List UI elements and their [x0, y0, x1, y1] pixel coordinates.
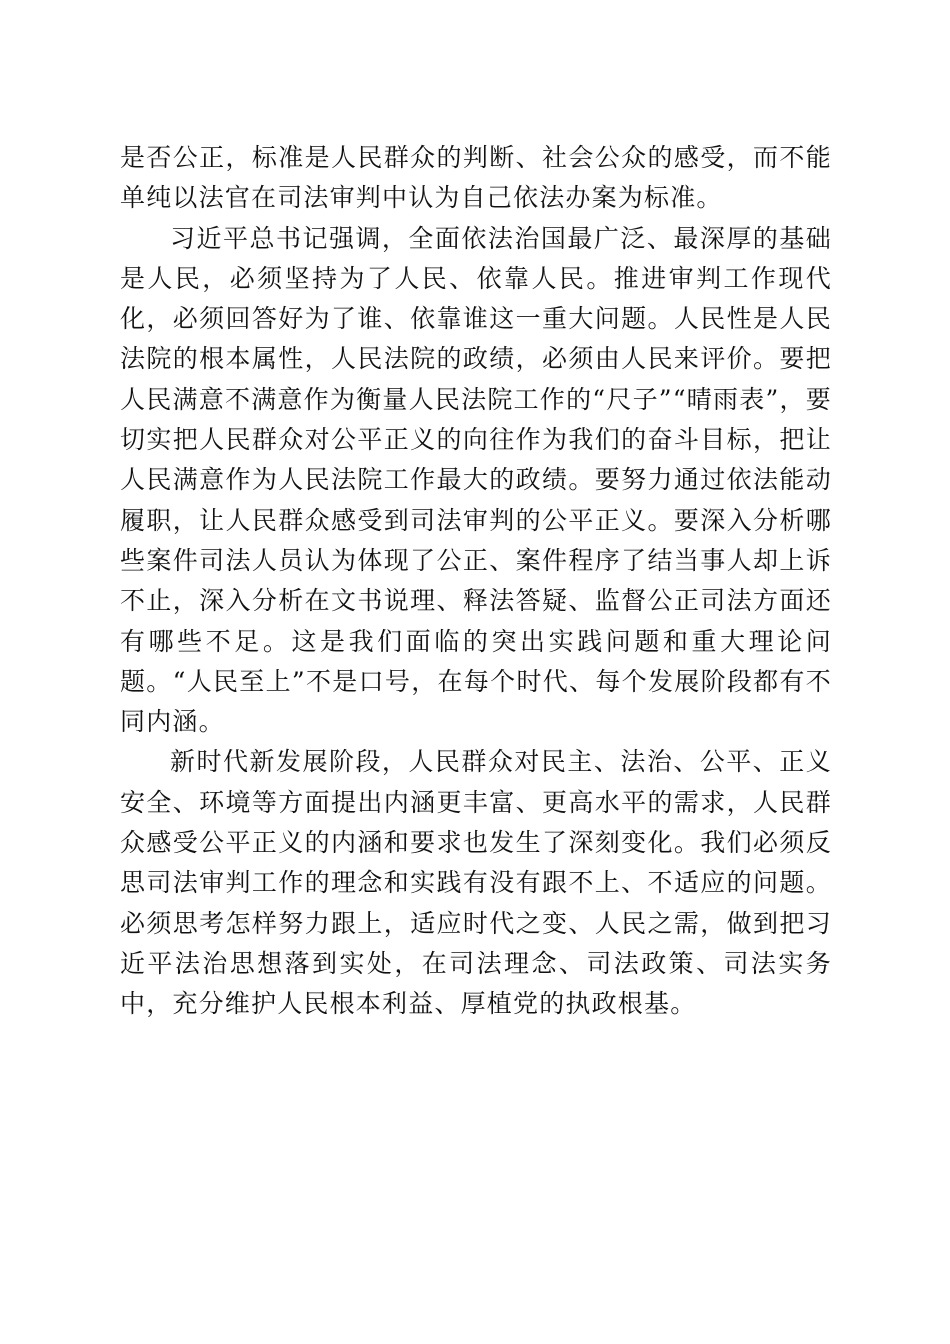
paragraph-new-era: 新时代新发展阶段，人民群众对民主、法治、公平、正义安全、环境等方面提出内涵更丰富、更高水平的需求，人民群众感受公平正义的内涵和要求也发生了深刻变化。我们必须反思司法审判工作的理念和实践有没有跟不上、不适应的问题。必须思考怎样努力跟上，适应时代之变、人民之需，做到把习近平法治思想落到实处，在司法理念、司法政策、司法实务中，充分维护人民根本利益、厚植党的执政根基。: [120, 747, 832, 1019]
paragraph-people-centered: 习近平总书记强调，全面依法治国最广泛、最深厚的基础是人民，必须坚持为了人民、依靠人民。推进审判工作现代化，必须回答好为了谁、依靠谁这一重大问题。人民性是人民法院的根本属性，人民法院的政绩，必须由人民来评价。要把人民满意不满意作为衡量人民法院工作的“尺子”“晴雨表”，要切实把人民群众对公平正义的向往作为我们的奋斗目标，把让人民满意作为人民法院工作最大的政绩。要努力通过依法能动履职，让人民群众感受到司法审判的公平正义。要深入分析哪些案件司法人员认为体现了公正、案件程序了结当事人却上诉不止，深入分析在文书说理、释法答疑、监督公正司法方面还有哪些不足。这是我们面临的突出实践问题和重大理论问题。“人民至上”不是口号，在每个时代、每个发展阶段都有不同内涵。: [120, 223, 832, 737]
document-body: [120, 138, 832, 1025]
paragraph-continuation: 是否公正，标准是人民群众的判断、社会公众的感受，而不能单纯以法官在司法审判中认为自己依法办案为标准。: [120, 143, 832, 213]
